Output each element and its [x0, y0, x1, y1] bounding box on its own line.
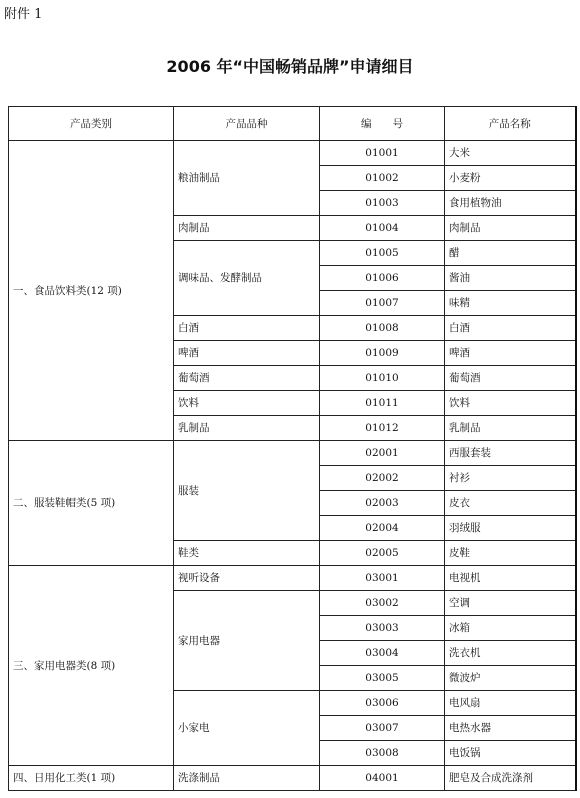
code-cell: 01002 [320, 166, 445, 191]
product-name-cell: 羽绒服 [445, 516, 576, 541]
product-name-cell: 电热水器 [445, 716, 576, 741]
product-name-cell: 洗衣机 [445, 641, 576, 666]
product-name-cell: 白酒 [445, 316, 576, 341]
variety-cell: 视听设备 [174, 566, 320, 591]
variety-cell: 小家电 [174, 691, 320, 766]
product-name-cell: 乳制品 [445, 416, 576, 441]
product-name-cell: 肉制品 [445, 216, 576, 241]
code-cell: 01001 [320, 141, 445, 166]
code-cell: 03004 [320, 641, 445, 666]
header-product-name: 产品名称 [445, 107, 576, 141]
variety-cell: 粮油制品 [174, 141, 320, 216]
product-name-cell: 酱油 [445, 266, 576, 291]
category-cell: 四、日用化工类(1 项) [9, 766, 174, 791]
code-cell: 04001 [320, 766, 445, 791]
code-cell: 03008 [320, 741, 445, 766]
code-cell: 01005 [320, 241, 445, 266]
variety-cell: 葡萄酒 [174, 366, 320, 391]
table-row [9, 141, 576, 166]
product-name-cell: 小麦粉 [445, 166, 576, 191]
product-name-cell: 啤酒 [445, 341, 576, 366]
variety-cell: 肉制品 [174, 216, 320, 241]
code-cell: 01010 [320, 366, 445, 391]
code-cell: 01007 [320, 291, 445, 316]
code-cell: 01006 [320, 266, 445, 291]
code-cell: 03005 [320, 666, 445, 691]
header-category: 产品类别 [9, 107, 174, 141]
code-cell: 01009 [320, 341, 445, 366]
code-cell: 03007 [320, 716, 445, 741]
table-row [9, 566, 576, 591]
page-title: 2006 年“中国畅销品牌”申请细目 [166, 57, 414, 76]
code-cell: 01003 [320, 191, 445, 216]
product-name-cell: 皮鞋 [445, 541, 576, 566]
product-name-cell: 空调 [445, 591, 576, 616]
code-cell: 01012 [320, 416, 445, 441]
product-name-cell: 冰箱 [445, 616, 576, 641]
code-cell: 03001 [320, 566, 445, 591]
code-cell: 01004 [320, 216, 445, 241]
header-code: 编 号 [320, 107, 445, 141]
attachment-label: 附件 1 [4, 7, 43, 22]
variety-cell: 鞋类 [174, 541, 320, 566]
product-name-cell: 电饭锅 [445, 741, 576, 766]
product-catalog-table [8, 106, 577, 791]
variety-cell: 啤酒 [174, 341, 320, 366]
category-cell: 三、家用电器类(8 项) [9, 566, 174, 766]
table-header-row [9, 107, 576, 141]
variety-cell: 服装 [174, 441, 320, 541]
product-name-cell: 电视机 [445, 566, 576, 591]
product-name-cell: 西服套装 [445, 441, 576, 466]
header-variety: 产品品种 [174, 107, 320, 141]
code-cell: 03002 [320, 591, 445, 616]
variety-cell: 乳制品 [174, 416, 320, 441]
product-name-cell: 电风扇 [445, 691, 576, 716]
product-name-cell: 食用植物油 [445, 191, 576, 216]
category-cell: 二、服装鞋帽类(5 项) [9, 441, 174, 566]
code-cell: 02004 [320, 516, 445, 541]
table-row [9, 441, 576, 466]
product-name-cell: 衬衫 [445, 466, 576, 491]
code-cell: 01011 [320, 391, 445, 416]
table-row [9, 766, 576, 791]
table-body [9, 141, 576, 791]
category-cell: 一、食品饮料类(12 项) [9, 141, 174, 441]
code-cell: 02002 [320, 466, 445, 491]
code-cell: 03006 [320, 691, 445, 716]
variety-cell: 家用电器 [174, 591, 320, 691]
product-name-cell: 肥皂及合成洗涤剂 [445, 766, 576, 791]
code-cell: 02003 [320, 491, 445, 516]
variety-cell: 白酒 [174, 316, 320, 341]
product-name-cell: 味精 [445, 291, 576, 316]
product-name-cell: 微波炉 [445, 666, 576, 691]
product-name-cell: 饮料 [445, 391, 576, 416]
code-cell: 02001 [320, 441, 445, 466]
variety-cell: 饮料 [174, 391, 320, 416]
product-name-cell: 葡萄酒 [445, 366, 576, 391]
variety-cell: 洗涤制品 [174, 766, 320, 791]
code-cell: 03003 [320, 616, 445, 641]
code-cell: 02005 [320, 541, 445, 566]
product-name-cell: 大米 [445, 141, 576, 166]
code-cell: 01008 [320, 316, 445, 341]
product-name-cell: 皮衣 [445, 491, 576, 516]
variety-cell: 调味品、发酵制品 [174, 241, 320, 316]
product-name-cell: 醋 [445, 241, 576, 266]
